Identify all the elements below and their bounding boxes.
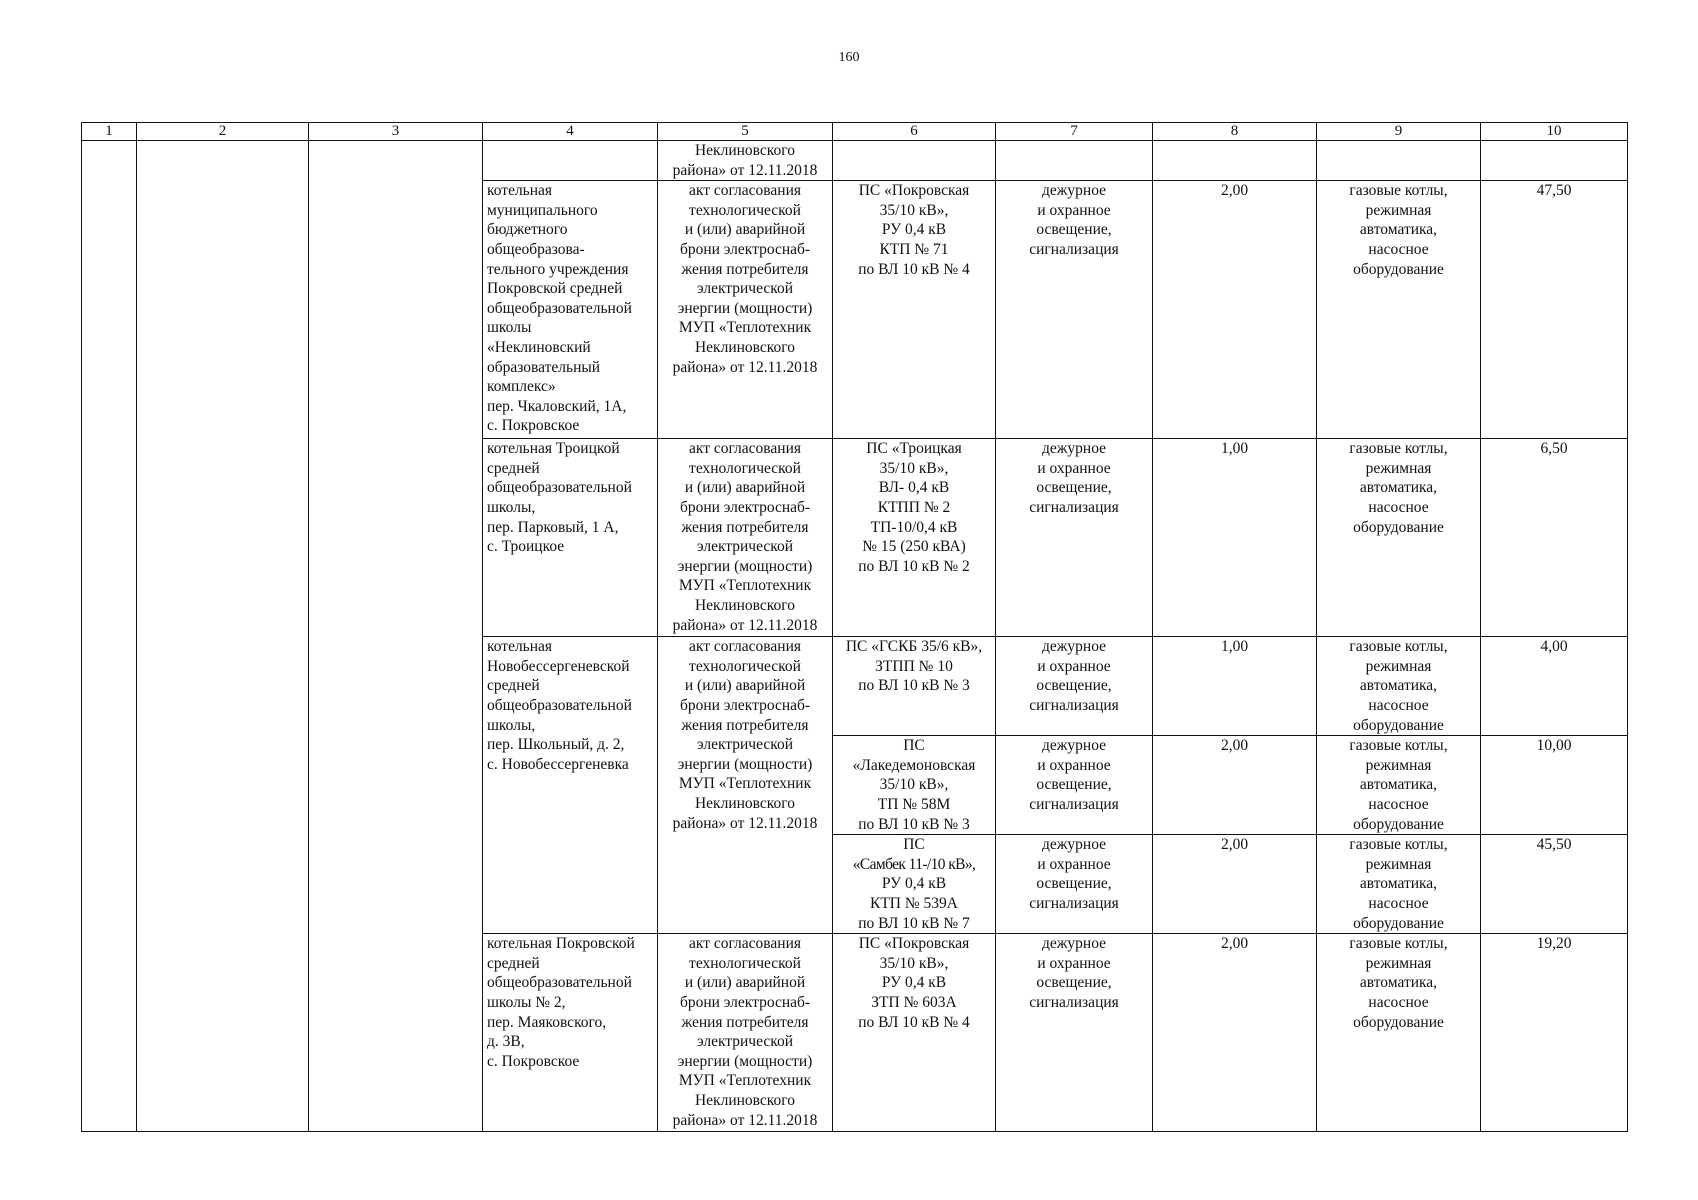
cell-power: 1,00 — [1153, 637, 1317, 736]
cell-object — [483, 439, 658, 637]
cell-value: 4,00 — [1481, 637, 1628, 736]
text-line: «Неклиновский — [487, 338, 591, 356]
text-line: газовые котлы, — [1349, 836, 1448, 854]
text-line: пер. Школьный, д. 2, — [487, 736, 625, 754]
cell-equipment — [1317, 439, 1481, 637]
cell-supply — [833, 439, 996, 637]
text-line: по ВЛ 10 кВ № 7 — [858, 914, 970, 932]
text-line: Неклиновского — [694, 794, 795, 812]
column-header: 1 — [82, 123, 137, 141]
text-line: 35/10 кВ», — [879, 201, 949, 219]
cell-value: 10,00 — [1481, 736, 1628, 835]
text-line: ЗТП № 603А — [871, 993, 957, 1011]
text-line: насосное — [1368, 240, 1429, 258]
cell-value: 6,50 — [1481, 439, 1628, 637]
text-line: энергии (мощности) — [677, 299, 813, 317]
cell-col3 — [309, 141, 483, 1132]
text-line: энергии (мощности) — [677, 1052, 813, 1070]
cell-supply — [833, 736, 996, 835]
text-line: режимная — [1365, 756, 1432, 774]
header-row — [82, 123, 1628, 141]
cell-value: 47,50 — [1481, 181, 1628, 439]
text-line: котельная Троицкой — [487, 440, 620, 458]
text-line: оборудование — [1353, 914, 1444, 932]
text-line: режимная — [1365, 954, 1432, 972]
text-line: РУ 0,4 кВ — [881, 221, 947, 239]
text-line: акт согласования — [688, 638, 801, 656]
text-line: брони электроснаб- — [679, 696, 811, 714]
text-line: РУ 0,4 кВ — [881, 875, 947, 893]
text-line: бюджетного — [487, 221, 568, 239]
text-line: технологической — [689, 657, 801, 675]
text-line: газовые котлы, — [1349, 182, 1448, 200]
cell-power: 2,00 — [1153, 835, 1317, 934]
text-line: «Самбек 11-/10 кВ», — [852, 855, 976, 873]
column-header: 4 — [483, 123, 658, 141]
text-line: общеобразовательной — [487, 479, 632, 497]
text-line: освещение, — [1036, 677, 1112, 695]
text-line: технологической — [689, 459, 801, 477]
text-line: дежурное — [1041, 182, 1107, 200]
cell-power: 1,00 — [1153, 439, 1317, 637]
text-line: технологической — [689, 954, 801, 972]
cell-power: 2,00 — [1153, 736, 1317, 835]
text-line: освещение, — [1036, 776, 1112, 794]
cell-document — [658, 181, 833, 439]
cell-power — [1153, 141, 1317, 181]
text-line: КТП № 539А — [870, 894, 958, 912]
cell-equipment — [1317, 141, 1481, 181]
text-line: насосное — [1368, 894, 1429, 912]
text-line: брони электроснаб- — [679, 993, 811, 1011]
text-line: автоматика, — [1359, 875, 1438, 893]
text-line: и (или) аварийной — [684, 479, 806, 497]
text-line: котельная — [487, 182, 553, 200]
text-line: ПС — [903, 836, 925, 854]
text-line: брони электроснаб- — [679, 498, 811, 516]
text-line: МУП «Теплотехник — [678, 775, 812, 793]
text-line: сигнализация — [1029, 696, 1119, 714]
text-line: по ВЛ 10 кВ № 3 — [858, 815, 970, 833]
text-line: МУП «Теплотехник — [678, 577, 812, 595]
text-line: ПС «Покровская — [858, 935, 970, 953]
text-line: ПС «Троицкая — [866, 440, 962, 458]
cell-supply — [833, 934, 996, 1132]
text-line: ПС — [903, 737, 925, 755]
text-line: района» от 12.11.2018 — [672, 1111, 818, 1129]
text-line: дежурное — [1041, 935, 1107, 953]
cell-object — [483, 141, 658, 181]
text-line: сигнализация — [1029, 894, 1119, 912]
text-line: электрической — [696, 280, 794, 298]
text-line: насосное — [1368, 993, 1429, 1011]
cell-equipment — [1317, 637, 1481, 736]
cell-col1 — [82, 141, 137, 1132]
text-line: тельного учреждения — [487, 260, 629, 278]
text-line: жения потребителя — [681, 1013, 809, 1031]
text-line: ВЛ- 0,4 кВ — [878, 479, 950, 497]
text-line: акт согласования — [688, 935, 801, 953]
text-line: электрической — [696, 1033, 794, 1051]
text-line: и (или) аварийной — [684, 677, 806, 695]
text-line: автоматика, — [1359, 974, 1438, 992]
text-line: и (или) аварийной — [684, 221, 806, 239]
cell-supply — [833, 835, 996, 934]
text-line: режимная — [1365, 657, 1432, 675]
cell-supply — [833, 141, 996, 181]
text-line: по ВЛ 10 кВ № 4 — [858, 1013, 970, 1031]
text-line: котельная — [487, 638, 553, 656]
text-line: сигнализация — [1029, 240, 1119, 258]
text-line: электрической — [696, 538, 794, 556]
text-line: средней — [487, 459, 540, 477]
column-header: 8 — [1153, 123, 1317, 141]
text-line: ТП № 58М — [877, 795, 951, 813]
text-line: сигнализация — [1029, 993, 1119, 1011]
text-line: брони электроснаб- — [679, 240, 811, 258]
text-line: КТПП № 2 — [877, 498, 951, 516]
text-line: освещение, — [1036, 221, 1112, 239]
text-line: освещение, — [1036, 479, 1112, 497]
cell-col2 — [137, 141, 309, 1132]
text-line: района» от 12.11.2018 — [672, 358, 818, 376]
text-line: насосное — [1368, 795, 1429, 813]
text-line: освещение, — [1036, 875, 1112, 893]
table-row — [82, 141, 1628, 181]
cell-value — [1481, 141, 1628, 181]
text-line: автоматика, — [1359, 776, 1438, 794]
cell-supply — [833, 637, 996, 736]
text-line: с. Троицкое — [487, 538, 565, 556]
text-line: школы — [487, 319, 532, 337]
text-line: жения потребителя — [681, 260, 809, 278]
text-line: по ВЛ 10 кВ № 2 — [858, 557, 970, 575]
text-line: МУП «Теплотехник — [678, 319, 812, 337]
text-line: образовательный — [487, 358, 601, 376]
text-line: средней — [487, 954, 540, 972]
page-number: 160 — [838, 50, 860, 65]
text-line: ПС «Покровская — [858, 182, 970, 200]
text-line: Неклиновского — [694, 338, 795, 356]
cell-equipment — [1317, 736, 1481, 835]
text-line: РУ 0,4 кВ — [881, 974, 947, 992]
text-line: дежурное — [1041, 440, 1107, 458]
column-header: 3 — [309, 123, 483, 141]
text-line: дежурное — [1041, 638, 1107, 656]
cell-supply — [833, 181, 996, 439]
text-line: оборудование — [1353, 518, 1444, 536]
cell-value: 19,20 — [1481, 934, 1628, 1132]
cell-document — [658, 141, 833, 181]
cell-equipment — [1317, 934, 1481, 1132]
text-line: школы № 2, — [487, 993, 566, 1011]
text-line: 35/10 кВ», — [879, 459, 949, 477]
cell-value: 45,50 — [1481, 835, 1628, 934]
cell-consumers — [996, 141, 1153, 181]
text-line: пер. Парковый, 1 А, — [487, 518, 619, 536]
text-line: пер. Чкаловский, 1А, — [487, 397, 627, 415]
cell-consumers — [996, 637, 1153, 736]
text-line: газовые котлы, — [1349, 638, 1448, 656]
text-line: Новобессергеневской — [487, 657, 630, 675]
cell-consumers — [996, 736, 1153, 835]
text-line: Неклиновского — [694, 1091, 795, 1109]
text-line: электрической — [696, 736, 794, 754]
text-line: комплекс» — [487, 378, 556, 396]
column-header: 2 — [137, 123, 309, 141]
column-header: 9 — [1317, 123, 1481, 141]
cell-consumers — [996, 181, 1153, 439]
text-line: газовые котлы, — [1349, 935, 1448, 953]
column-header: 5 — [658, 123, 833, 141]
text-line: автоматика, — [1359, 479, 1438, 497]
cell-consumers — [996, 439, 1153, 637]
text-line: района» от 12.11.2018 — [672, 814, 818, 832]
text-line: пер. Маяковского, — [487, 1013, 607, 1031]
text-line: дежурное — [1041, 836, 1107, 854]
cell-document — [658, 439, 833, 637]
text-line: муниципального — [487, 201, 598, 219]
text-line: общеобразовательной — [487, 974, 632, 992]
text-line: Неклиновского — [694, 142, 795, 159]
text-line: общеобразовательной — [487, 299, 632, 317]
column-header: 6 — [833, 123, 996, 141]
text-line: 35/10 кВ», — [879, 954, 949, 972]
data-table — [81, 122, 1628, 1132]
text-line: с. Новобессергеневка — [487, 755, 629, 773]
text-line: средней — [487, 677, 540, 695]
text-line: района» от 12.11.2018 — [672, 161, 818, 179]
text-line: № 15 (250 кВА) — [862, 538, 966, 556]
cell-document — [658, 934, 833, 1132]
text-line: и охранное — [1037, 756, 1111, 774]
text-line: газовые котлы, — [1349, 440, 1448, 458]
text-line: дежурное — [1041, 737, 1107, 755]
text-line: «Лакедемоновская — [852, 756, 976, 774]
text-line: режимная — [1365, 855, 1432, 873]
text-line: и охранное — [1037, 954, 1111, 972]
cell-consumers — [996, 835, 1153, 934]
text-line: и охранное — [1037, 459, 1111, 477]
text-line: автоматика, — [1359, 221, 1438, 239]
text-line: автоматика, — [1359, 677, 1438, 695]
text-line: и (или) аварийной — [684, 974, 806, 992]
text-line: ТП-10/0,4 кВ — [870, 518, 958, 536]
text-line: района» от 12.11.2018 — [672, 616, 818, 634]
text-line: освещение, — [1036, 974, 1112, 992]
text-line: котельная Покровской — [487, 935, 635, 953]
column-header: 7 — [996, 123, 1153, 141]
text-line: общеобразовательной — [487, 696, 632, 714]
text-line: с. Покровское — [487, 1052, 580, 1070]
text-line: акт согласования — [688, 440, 801, 458]
text-line: оборудование — [1353, 716, 1444, 734]
text-line: насосное — [1368, 696, 1429, 714]
text-line: с. Покровское — [487, 417, 580, 435]
text-line: общеобразова- — [487, 240, 585, 258]
text-line: ЗТПП № 10 — [875, 657, 953, 675]
text-line: МУП «Теплотехник — [678, 1072, 812, 1090]
text-line: энергии (мощности) — [677, 755, 813, 773]
cell-document — [658, 637, 833, 934]
text-line: и охранное — [1037, 855, 1111, 873]
text-line: энергии (мощности) — [677, 557, 813, 575]
text-line: оборудование — [1353, 815, 1444, 833]
text-line: сигнализация — [1029, 498, 1119, 516]
cell-equipment — [1317, 181, 1481, 439]
text-line: по ВЛ 10 кВ № 3 — [858, 677, 970, 695]
text-line: КТП № 71 — [879, 240, 949, 258]
text-line: газовые котлы, — [1349, 737, 1448, 755]
text-line: и охранное — [1037, 657, 1111, 675]
text-line: сигнализация — [1029, 795, 1119, 813]
text-line: оборудование — [1353, 260, 1444, 278]
cell-consumers — [996, 934, 1153, 1132]
text-line: технологической — [689, 201, 801, 219]
text-line: жения потребителя — [681, 518, 809, 536]
cell-power: 2,00 — [1153, 934, 1317, 1132]
text-line: 35/10 кВ», — [879, 776, 949, 794]
text-line: режимная — [1365, 201, 1432, 219]
text-line: акт согласования — [688, 182, 801, 200]
text-line: Покровской средней — [487, 280, 623, 298]
cell-object — [483, 637, 658, 934]
cell-object — [483, 181, 658, 439]
text-line: школы, — [487, 498, 536, 516]
text-line: и охранное — [1037, 201, 1111, 219]
text-line: по ВЛ 10 кВ № 4 — [858, 260, 970, 278]
text-line: насосное — [1368, 498, 1429, 516]
text-line: д. 3В, — [487, 1033, 525, 1051]
text-line: ПС «ГСКБ 35/6 кВ», — [845, 638, 983, 656]
cell-object — [483, 934, 658, 1132]
column-header: 10 — [1481, 123, 1628, 141]
text-line: оборудование — [1353, 1013, 1444, 1031]
text-line: Неклиновского — [694, 596, 795, 614]
cell-equipment — [1317, 835, 1481, 934]
cell-power: 2,00 — [1153, 181, 1317, 439]
text-line: режимная — [1365, 459, 1432, 477]
text-line: школы, — [487, 716, 536, 734]
text-line: жения потребителя — [681, 716, 809, 734]
